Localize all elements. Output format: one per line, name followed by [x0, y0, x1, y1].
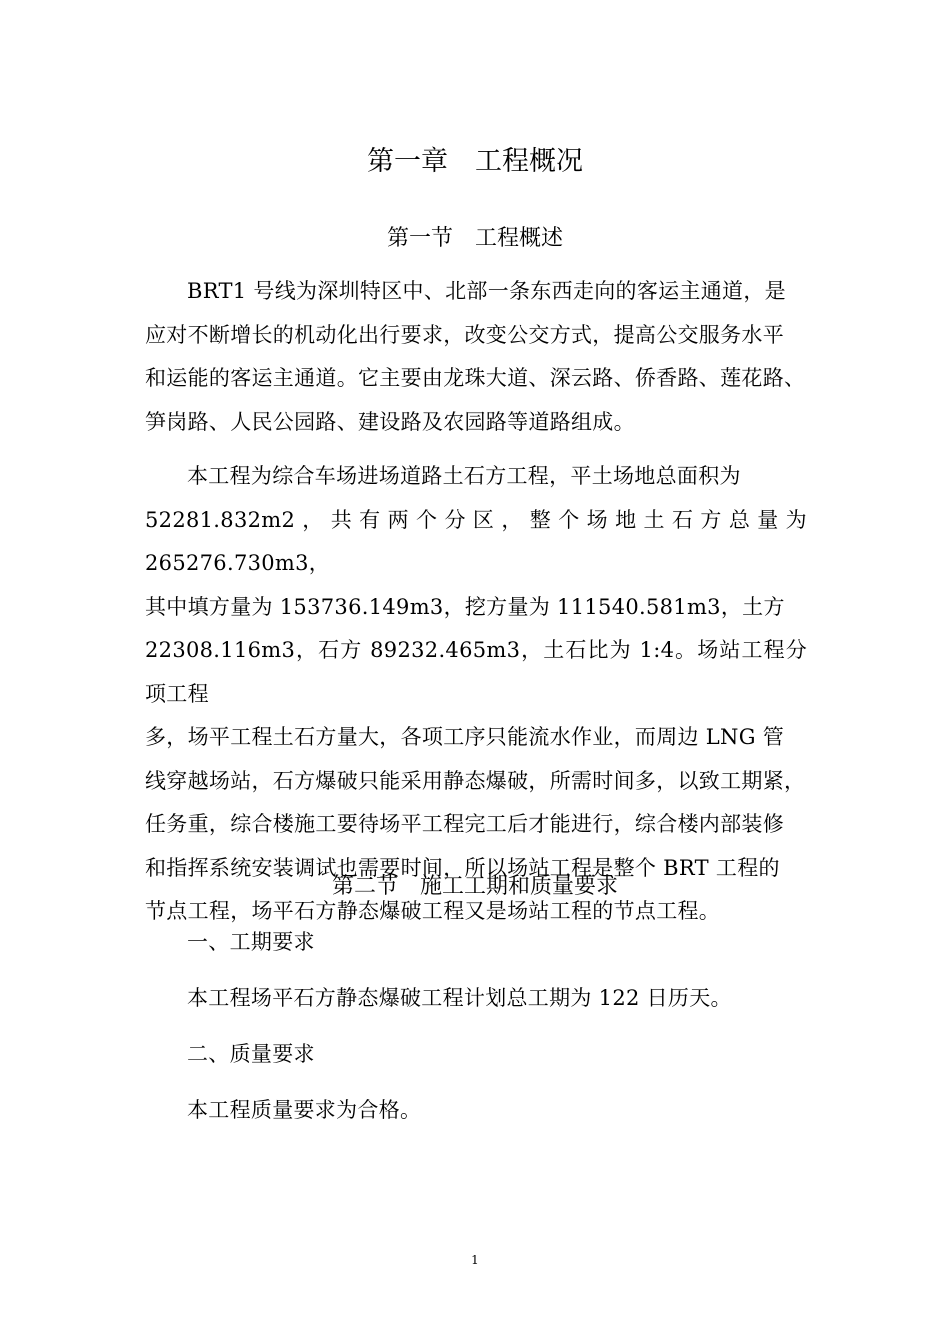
- paragraph-project-scope: [145, 455, 807, 934]
- section-title-overview: 第一节 工程概述: [386, 226, 563, 251]
- text-line: 任务重，综合楼施工要待场平工程完工后才能进行，综合楼内部装修: [145, 812, 784, 836]
- text-line: 其中填方量为 153736.149m3，挖方量为 111540.581m3，土方: [145, 594, 785, 619]
- text-line: 和运能的客运主通道。它主要由龙珠大道、深云路、侨香路、莲花路、: [145, 366, 806, 390]
- text-line: 线穿越场站，石方爆破只能采用静态爆破，所需时间多，以致工期紧，: [145, 768, 806, 793]
- section-title-schedule-quality: 第二节 施工工期和质量要求: [331, 874, 618, 899]
- text-line: 应对不断增长的机动化出行要求，改变公交方式，提高公交服务水平: [145, 322, 784, 347]
- text-line: 多，场平工程土石方量大，各项工序只能流水作业，而周边 LNG 管: [145, 725, 785, 749]
- heading-schedule-requirement: 一、工期要求: [187, 930, 315, 954]
- heading-quality-requirement: 二、质量要求: [187, 1042, 315, 1066]
- text-line: 笋岗路、人民公园路、建设路及农园路等道路组成。: [145, 409, 635, 434]
- page-number: 1: [471, 1253, 479, 1267]
- text-line: 本工程为综合车场进场道路土石方工程，平土场地总面积为: [187, 464, 741, 488]
- text-line: 和指挥系统安装调试也需要时间，所以场站工程是整个 BRT 工程的: [145, 855, 780, 880]
- chapter-title: 第一章 工程概况: [367, 146, 583, 177]
- text-line: BRT1 号线为深圳特区中、北部一条东西走向的客运主通道，是: [187, 279, 786, 303]
- text-quality-requirement: 本工程质量要求为合格。: [187, 1098, 422, 1122]
- text-line: 22308.116m3，石方 89232.465m3，土石比为 1:4。场站工程分项工程: [145, 638, 807, 706]
- text-line: 52281.832m2，共有两个分区，整个场地土石方总量为 265276.730m3，: [145, 507, 807, 575]
- text-line: 节点工程，场平石方静态爆破工程又是场站工程的节点工程。: [145, 899, 721, 923]
- text-schedule-requirement: 本工程场平石方静态爆破工程计划总工期为 122 日历天。: [187, 986, 732, 1010]
- paragraph-project-background: [145, 270, 807, 444]
